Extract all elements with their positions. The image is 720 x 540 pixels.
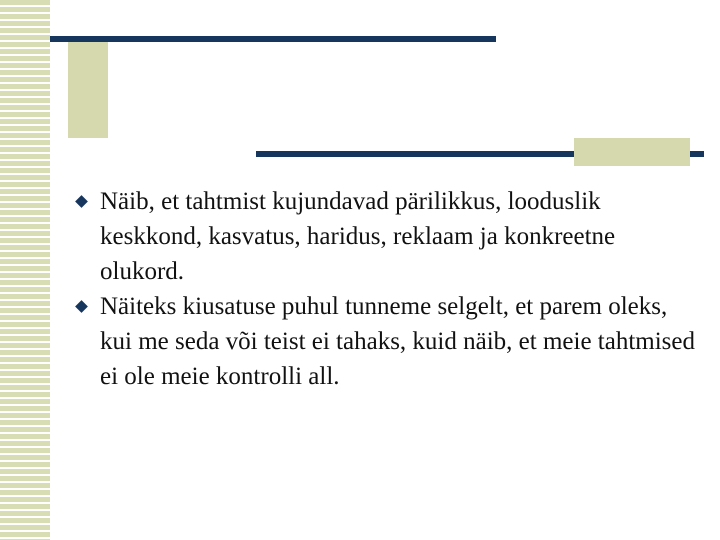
decorative-khaki-block bbox=[68, 38, 108, 138]
bullet-item bbox=[76, 289, 696, 394]
bullet-text: Näiteks kiusatuse puhul tunneme selgelt, et parem oleks, kui me seda või teist ei tahaks, kuid näib, et meie tahtmised ei ole meie kontrolli all. bbox=[100, 293, 695, 390]
diamond-bullet-icon bbox=[75, 300, 88, 313]
decorative-stripe-band bbox=[0, 0, 50, 540]
bullet-text: Näib, et tahtmist kujundavad pärilikkus, looduslik keskkond, kasvatus, haridus, reklaam ja konkreetne olukord. bbox=[100, 188, 616, 285]
diamond-bullet-icon bbox=[75, 195, 88, 208]
title-rule bbox=[50, 36, 496, 42]
bullet-list bbox=[76, 184, 696, 394]
bullet-item bbox=[76, 184, 696, 289]
decorative-khaki-bar bbox=[574, 138, 690, 166]
